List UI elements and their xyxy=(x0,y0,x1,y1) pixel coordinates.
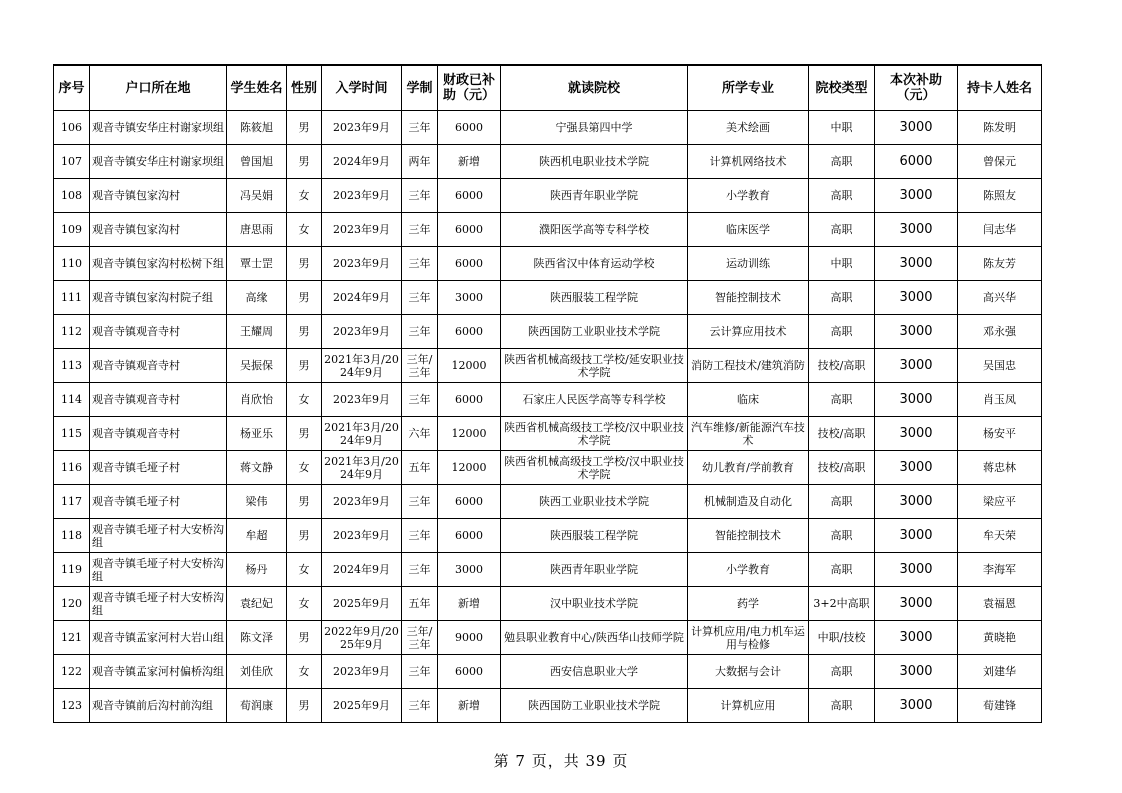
cell-type: 高职 xyxy=(809,689,875,723)
header-origin: 户口所在地 xyxy=(90,65,227,111)
cell-gender: 女 xyxy=(287,553,322,587)
cell-subsidy: 3000 xyxy=(875,213,958,247)
cell-paid: 6000 xyxy=(438,247,501,281)
table-row xyxy=(54,247,1042,281)
cell-holder: 陈友芳 xyxy=(958,247,1042,281)
cell-paid: 3000 xyxy=(438,281,501,315)
subsidy-table xyxy=(53,64,1042,723)
cell-no: 116 xyxy=(54,451,90,485)
cell-type: 高职 xyxy=(809,485,875,519)
cell-no: 108 xyxy=(54,179,90,213)
cell-type: 技校/高职 xyxy=(809,349,875,383)
table-row xyxy=(54,417,1042,451)
cell-school: 陕西省机械高级技工学校/汉中职业技术学院 xyxy=(501,417,688,451)
cell-enroll: 2023年9月 xyxy=(322,213,402,247)
cell-name: 冯吴娟 xyxy=(227,179,287,213)
cell-paid: 6000 xyxy=(438,383,501,417)
cell-gender: 男 xyxy=(287,485,322,519)
table-row xyxy=(54,315,1042,349)
cell-school: 陕西青年职业学院 xyxy=(501,179,688,213)
cell-origin: 观音寺镇观音寺村 xyxy=(90,349,227,383)
cell-no: 119 xyxy=(54,553,90,587)
cell-major: 小学教育 xyxy=(688,553,809,587)
cell-school: 濮阳医学高等专科学校 xyxy=(501,213,688,247)
cell-paid: 3000 xyxy=(438,553,501,587)
cell-major: 云计算应用技术 xyxy=(688,315,809,349)
cell-type: 高职 xyxy=(809,213,875,247)
cell-type: 中职/技校 xyxy=(809,621,875,655)
cell-paid: 新增 xyxy=(438,587,501,621)
cell-enroll: 2025年9月 xyxy=(322,587,402,621)
cell-school: 勉县职业教育中心/陕西华山技师学院 xyxy=(501,621,688,655)
cell-enroll: 2023年9月 xyxy=(322,179,402,213)
cell-school: 陕西工业职业技术学院 xyxy=(501,485,688,519)
cell-enroll: 2023年9月 xyxy=(322,247,402,281)
cell-type: 高职 xyxy=(809,655,875,689)
cell-origin: 观音寺镇包家沟村松树下组 xyxy=(90,247,227,281)
cell-no: 107 xyxy=(54,145,90,179)
cell-paid: 12000 xyxy=(438,417,501,451)
cell-subsidy: 3000 xyxy=(875,553,958,587)
cell-type: 高职 xyxy=(809,383,875,417)
table-row xyxy=(54,281,1042,315)
cell-major: 临床医学 xyxy=(688,213,809,247)
cell-type: 高职 xyxy=(809,315,875,349)
cell-duration: 两年 xyxy=(402,145,438,179)
cell-gender: 女 xyxy=(287,383,322,417)
cell-no: 123 xyxy=(54,689,90,723)
cell-school: 陕西省机械高级技工学校/延安职业技术学院 xyxy=(501,349,688,383)
table-row xyxy=(54,553,1042,587)
table-row xyxy=(54,179,1042,213)
cell-origin: 观音寺镇毛垭子村大安桥沟组 xyxy=(90,587,227,621)
cell-origin: 观音寺镇包家沟村院子组 xyxy=(90,281,227,315)
cell-subsidy: 3000 xyxy=(875,417,958,451)
cell-origin: 观音寺镇孟家河村偏桥沟组 xyxy=(90,655,227,689)
cell-gender: 女 xyxy=(287,451,322,485)
cell-school: 陕西服装工程学院 xyxy=(501,281,688,315)
cell-major: 汽车维修/新能源汽车技术 xyxy=(688,417,809,451)
cell-major: 美术绘画 xyxy=(688,111,809,145)
cell-paid: 6000 xyxy=(438,485,501,519)
cell-paid: 6000 xyxy=(438,213,501,247)
cell-origin: 观音寺镇安华庄村谢家坝组 xyxy=(90,111,227,145)
cell-name: 曾国旭 xyxy=(227,145,287,179)
cell-major: 临床 xyxy=(688,383,809,417)
cell-subsidy: 3000 xyxy=(875,281,958,315)
cell-enroll: 2021年3月/2024年9月 xyxy=(322,451,402,485)
cell-origin: 观音寺镇毛垭子村 xyxy=(90,451,227,485)
cell-subsidy: 3000 xyxy=(875,689,958,723)
cell-holder: 肖玉凤 xyxy=(958,383,1042,417)
cell-type: 高职 xyxy=(809,519,875,553)
header-gender: 性别 xyxy=(287,65,322,111)
cell-duration: 三年/三年 xyxy=(402,349,438,383)
cell-enroll: 2021年3月/2024年9月 xyxy=(322,349,402,383)
cell-gender: 男 xyxy=(287,145,322,179)
cell-no: 122 xyxy=(54,655,90,689)
table-row xyxy=(54,349,1042,383)
cell-name: 陈筱旭 xyxy=(227,111,287,145)
cell-gender: 男 xyxy=(287,315,322,349)
header-type: 院校类型 xyxy=(809,65,875,111)
cell-school: 陕西服装工程学院 xyxy=(501,519,688,553)
cell-duration: 六年 xyxy=(402,417,438,451)
cell-origin: 观音寺镇观音寺村 xyxy=(90,417,227,451)
header-name: 学生姓名 xyxy=(227,65,287,111)
cell-duration: 三年 xyxy=(402,485,438,519)
cell-gender: 男 xyxy=(287,689,322,723)
table-row xyxy=(54,145,1042,179)
cell-no: 111 xyxy=(54,281,90,315)
cell-enroll: 2023年9月 xyxy=(322,315,402,349)
cell-enroll: 2024年9月 xyxy=(322,145,402,179)
cell-school: 陕西青年职业学院 xyxy=(501,553,688,587)
cell-subsidy: 3000 xyxy=(875,383,958,417)
cell-major: 幼儿教育/学前教育 xyxy=(688,451,809,485)
cell-type: 高职 xyxy=(809,281,875,315)
cell-duration: 三年 xyxy=(402,655,438,689)
cell-paid: 6000 xyxy=(438,519,501,553)
cell-paid: 新增 xyxy=(438,145,501,179)
cell-no: 121 xyxy=(54,621,90,655)
cell-origin: 观音寺镇观音寺村 xyxy=(90,315,227,349)
cell-duration: 三年 xyxy=(402,213,438,247)
cell-name: 王耀周 xyxy=(227,315,287,349)
cell-holder: 蒋忠林 xyxy=(958,451,1042,485)
cell-school: 陕西省机械高级技工学校/汉中职业技术学院 xyxy=(501,451,688,485)
cell-school: 汉中职业技术学院 xyxy=(501,587,688,621)
table-row xyxy=(54,655,1042,689)
cell-no: 120 xyxy=(54,587,90,621)
cell-major: 机械制造及自动化 xyxy=(688,485,809,519)
page-footer: 第 7 页，共 39 页 xyxy=(493,752,629,770)
cell-gender: 男 xyxy=(287,247,322,281)
cell-no: 113 xyxy=(54,349,90,383)
header-paid: 财政已补助（元） xyxy=(438,65,501,111)
cell-gender: 男 xyxy=(287,111,322,145)
cell-school: 石家庄人民医学高等专科学校 xyxy=(501,383,688,417)
table-row xyxy=(54,485,1042,519)
cell-major: 计算机应用/电力机车运用与检修 xyxy=(688,621,809,655)
cell-major: 运动训练 xyxy=(688,247,809,281)
cell-type: 高职 xyxy=(809,179,875,213)
cell-origin: 观音寺镇安华庄村谢家坝组 xyxy=(90,145,227,179)
cell-subsidy: 3000 xyxy=(875,519,958,553)
cell-duration: 五年 xyxy=(402,451,438,485)
cell-type: 中职 xyxy=(809,111,875,145)
cell-major: 智能控制技术 xyxy=(688,519,809,553)
cell-holder: 陈发明 xyxy=(958,111,1042,145)
cell-enroll: 2023年9月 xyxy=(322,485,402,519)
cell-major: 大数据与会计 xyxy=(688,655,809,689)
cell-subsidy: 3000 xyxy=(875,111,958,145)
cell-holder: 邓永强 xyxy=(958,315,1042,349)
cell-no: 118 xyxy=(54,519,90,553)
cell-holder: 高兴华 xyxy=(958,281,1042,315)
table-row xyxy=(54,383,1042,417)
cell-gender: 男 xyxy=(287,621,322,655)
cell-type: 高职 xyxy=(809,553,875,587)
cell-duration: 五年 xyxy=(402,587,438,621)
cell-holder: 荀建锋 xyxy=(958,689,1042,723)
header-holder: 持卡人姓名 xyxy=(958,65,1042,111)
table-body xyxy=(54,111,1042,723)
header-school: 就读院校 xyxy=(501,65,688,111)
cell-type: 技校/高职 xyxy=(809,417,875,451)
table-row xyxy=(54,621,1042,655)
cell-no: 106 xyxy=(54,111,90,145)
table-row xyxy=(54,587,1042,621)
cell-enroll: 2021年3月/2024年9月 xyxy=(322,417,402,451)
cell-name: 吴振保 xyxy=(227,349,287,383)
cell-duration: 三年 xyxy=(402,179,438,213)
cell-paid: 6000 xyxy=(438,179,501,213)
cell-major: 小学教育 xyxy=(688,179,809,213)
cell-origin: 观音寺镇前后沟村前沟组 xyxy=(90,689,227,723)
cell-enroll: 2023年9月 xyxy=(322,111,402,145)
cell-enroll: 2022年9月/2025年9月 xyxy=(322,621,402,655)
cell-origin: 观音寺镇毛垭子村大安桥沟组 xyxy=(90,519,227,553)
table-row xyxy=(54,451,1042,485)
table-row xyxy=(54,519,1042,553)
header-duration: 学制 xyxy=(402,65,438,111)
header-subsidy: 本次补助（元） xyxy=(875,65,958,111)
cell-gender: 女 xyxy=(287,587,322,621)
header-row xyxy=(54,65,1042,111)
cell-duration: 三年 xyxy=(402,383,438,417)
cell-gender: 女 xyxy=(287,213,322,247)
cell-gender: 女 xyxy=(287,179,322,213)
cell-type: 技校/高职 xyxy=(809,451,875,485)
cell-subsidy: 3000 xyxy=(875,655,958,689)
cell-type: 中职 xyxy=(809,247,875,281)
cell-no: 117 xyxy=(54,485,90,519)
cell-holder: 吴国忠 xyxy=(958,349,1042,383)
cell-enroll: 2023年9月 xyxy=(322,655,402,689)
cell-name: 陈文泽 xyxy=(227,621,287,655)
cell-holder: 梁应平 xyxy=(958,485,1042,519)
header-enroll: 入学时间 xyxy=(322,65,402,111)
cell-subsidy: 3000 xyxy=(875,621,958,655)
cell-duration: 三年 xyxy=(402,519,438,553)
cell-name: 肖欣怡 xyxy=(227,383,287,417)
cell-origin: 观音寺镇包家沟村 xyxy=(90,179,227,213)
cell-holder: 李海军 xyxy=(958,553,1042,587)
cell-school: 陕西国防工业职业技术学院 xyxy=(501,689,688,723)
cell-no: 110 xyxy=(54,247,90,281)
cell-school: 陕西机电职业技术学院 xyxy=(501,145,688,179)
cell-paid: 6000 xyxy=(438,315,501,349)
cell-holder: 杨安平 xyxy=(958,417,1042,451)
cell-major: 药学 xyxy=(688,587,809,621)
cell-major: 智能控制技术 xyxy=(688,281,809,315)
cell-paid: 新增 xyxy=(438,689,501,723)
cell-subsidy: 3000 xyxy=(875,485,958,519)
cell-duration: 三年 xyxy=(402,315,438,349)
cell-name: 蒋文静 xyxy=(227,451,287,485)
cell-school: 宁强县第四中学 xyxy=(501,111,688,145)
cell-holder: 牟天荣 xyxy=(958,519,1042,553)
cell-school: 陕西省汉中体育运动学校 xyxy=(501,247,688,281)
cell-name: 牟超 xyxy=(227,519,287,553)
cell-no: 109 xyxy=(54,213,90,247)
cell-name: 袁纪妃 xyxy=(227,587,287,621)
cell-name: 杨亚乐 xyxy=(227,417,287,451)
table-row xyxy=(54,689,1042,723)
header-no: 序号 xyxy=(54,65,90,111)
cell-gender: 男 xyxy=(287,349,322,383)
table-row xyxy=(54,111,1042,145)
cell-paid: 6000 xyxy=(438,111,501,145)
cell-major: 计算机网络技术 xyxy=(688,145,809,179)
cell-name: 梁伟 xyxy=(227,485,287,519)
cell-no: 112 xyxy=(54,315,90,349)
cell-enroll: 2023年9月 xyxy=(322,383,402,417)
cell-name: 荀润康 xyxy=(227,689,287,723)
cell-no: 114 xyxy=(54,383,90,417)
cell-school: 西安信息职业大学 xyxy=(501,655,688,689)
cell-gender: 女 xyxy=(287,655,322,689)
cell-paid: 9000 xyxy=(438,621,501,655)
cell-paid: 12000 xyxy=(438,451,501,485)
cell-holder: 闫志华 xyxy=(958,213,1042,247)
cell-enroll: 2024年9月 xyxy=(322,553,402,587)
cell-holder: 曾保元 xyxy=(958,145,1042,179)
cell-duration: 三年 xyxy=(402,247,438,281)
cell-origin: 观音寺镇毛垭子村大安桥沟组 xyxy=(90,553,227,587)
cell-type: 3+2中高职 xyxy=(809,587,875,621)
cell-subsidy: 3000 xyxy=(875,451,958,485)
cell-duration: 三年 xyxy=(402,689,438,723)
cell-major: 计算机应用 xyxy=(688,689,809,723)
cell-paid: 12000 xyxy=(438,349,501,383)
cell-school: 陕西国防工业职业技术学院 xyxy=(501,315,688,349)
cell-subsidy: 3000 xyxy=(875,247,958,281)
cell-major: 消防工程技术/建筑消防 xyxy=(688,349,809,383)
cell-duration: 三年 xyxy=(402,553,438,587)
cell-duration: 三年 xyxy=(402,281,438,315)
cell-name: 覃士罡 xyxy=(227,247,287,281)
cell-gender: 男 xyxy=(287,417,322,451)
cell-holder: 刘建华 xyxy=(958,655,1042,689)
table-row xyxy=(54,213,1042,247)
cell-subsidy: 3000 xyxy=(875,349,958,383)
cell-subsidy: 3000 xyxy=(875,179,958,213)
cell-name: 杨丹 xyxy=(227,553,287,587)
cell-enroll: 2024年9月 xyxy=(322,281,402,315)
cell-no: 115 xyxy=(54,417,90,451)
cell-origin: 观音寺镇包家沟村 xyxy=(90,213,227,247)
cell-gender: 男 xyxy=(287,519,322,553)
cell-enroll: 2023年9月 xyxy=(322,519,402,553)
cell-holder: 陈照友 xyxy=(958,179,1042,213)
cell-duration: 三年/三年 xyxy=(402,621,438,655)
cell-origin: 观音寺镇观音寺村 xyxy=(90,383,227,417)
cell-type: 高职 xyxy=(809,145,875,179)
cell-name: 唐思雨 xyxy=(227,213,287,247)
header-major: 所学专业 xyxy=(688,65,809,111)
cell-name: 刘佳欣 xyxy=(227,655,287,689)
cell-origin: 观音寺镇毛垭子村 xyxy=(90,485,227,519)
cell-enroll: 2025年9月 xyxy=(322,689,402,723)
cell-origin: 观音寺镇孟家河村大岩山组 xyxy=(90,621,227,655)
cell-name: 高缘 xyxy=(227,281,287,315)
cell-duration: 三年 xyxy=(402,111,438,145)
cell-subsidy: 6000 xyxy=(875,145,958,179)
cell-paid: 6000 xyxy=(438,655,501,689)
cell-holder: 黄晓艳 xyxy=(958,621,1042,655)
cell-gender: 男 xyxy=(287,281,322,315)
cell-holder: 袁福恩 xyxy=(958,587,1042,621)
cell-subsidy: 3000 xyxy=(875,587,958,621)
cell-subsidy: 3000 xyxy=(875,315,958,349)
